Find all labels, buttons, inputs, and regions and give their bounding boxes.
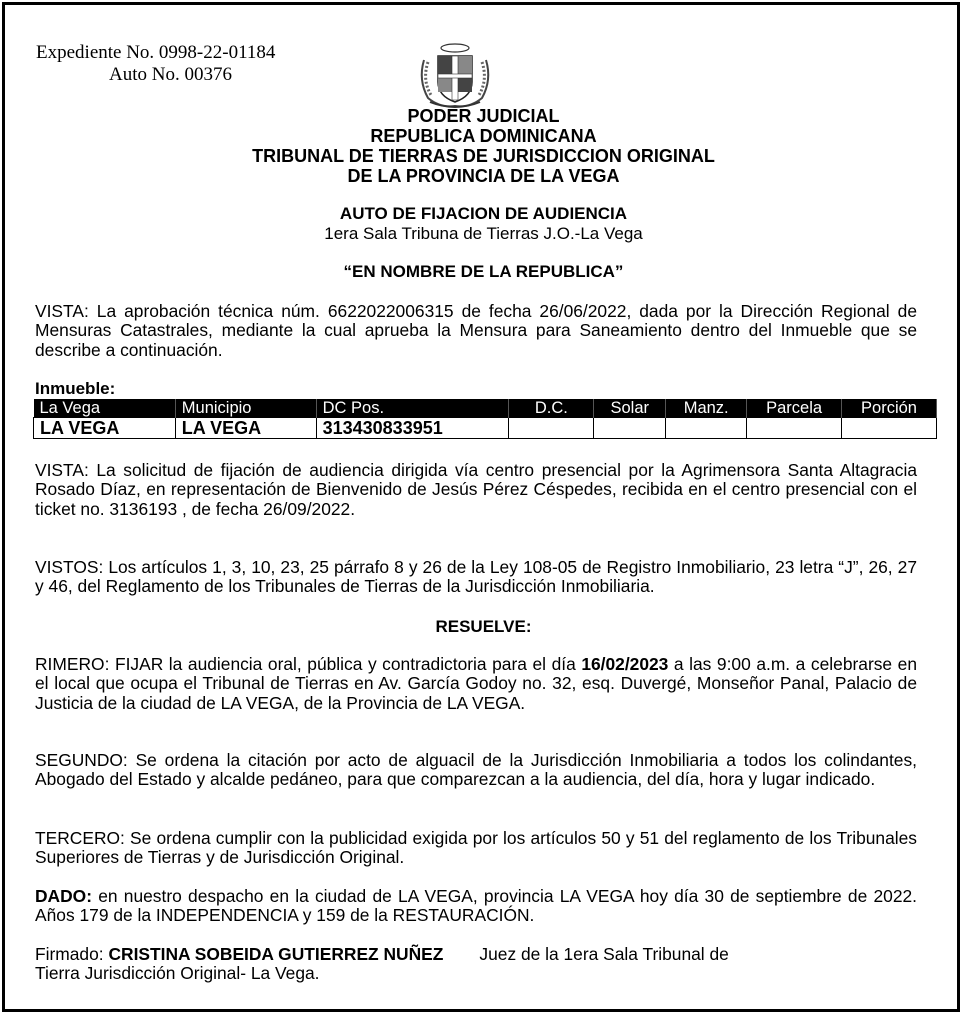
- segundo-paragraph: SEGUNDO: Se ordena la citación por acto de alguacil de la Jurisdicción Inmobiliaria a todos los colindantes, Abogado del Estado y alcalde pedáneo, para que comparezcan a la audiencia, del día, hora y lugar indicado.: [35, 750, 917, 790]
- auto-title: AUTO DE FIJACION DE AUDIENCIA: [339, 204, 628, 223]
- column-header: Parcela: [747, 399, 842, 418]
- primero-text-start: RIMERO: FIJAR la audiencia oral, pública y contradictoria para el día: [35, 654, 582, 674]
- table-cell: [509, 418, 594, 439]
- dado-paragraph: [35, 887, 917, 926]
- judge-role: Juez de la 1era Sala Tribunal de: [479, 944, 729, 964]
- expediente-number: Expediente No. 0998-22-01184: [36, 42, 276, 63]
- table-cell: LA VEGA: [175, 418, 316, 439]
- column-header: Manz.: [666, 399, 747, 418]
- dado-label: DADO:: [35, 886, 92, 906]
- table-cell: 313430833951: [316, 418, 509, 439]
- tercero-paragraph: TERCERO: Se ordena cumplir con la publicidad exigida por los artículos 50 y 51 del reglamento de los Tribunales Superiores de Tierras y de Jurisdicción Original.: [35, 828, 917, 868]
- vista-paragraph-2: VISTA: La solicitud de fijación de audiencia dirigida vía centro presencial por la Agrimensora Santa Altagracia Rosado Díaz, en representación de Bienvenido de Jesús Pérez Céspedes, recibida en el centro presencial con el ticket no. 3136193 , de fecha 26/09/2022.: [35, 460, 917, 519]
- judge-role-line-2: Tierra Jurisdicción Original- La Vega.: [35, 963, 320, 984]
- table-cell: [594, 418, 666, 439]
- column-header: Porción: [842, 399, 937, 418]
- court-line: PODER JUDICIAL: [407, 106, 560, 126]
- primero-paragraph: [35, 655, 917, 713]
- table-cell: [747, 418, 842, 439]
- dado-text: en nuestro despacho en la ciudad de LA VEGA, provincia LA VEGA hoy día 30 de septiembre de 2022. Años 179 de la INDEPENDENCIA y 159 de la RESTAURACIÓN.: [35, 886, 917, 926]
- resuelve-heading: RESUELVE:: [435, 617, 532, 636]
- court-line: REPUBLICA DOMINICANA: [370, 126, 597, 146]
- column-header: DC Pos.: [316, 399, 509, 418]
- primero-text-end: a las 9:00 a.m. a celebrarse en el local que ocupa el Tribunal de Tierras en Av. García Godoy no. 32, esq. Duvergé, Monseñor Panal, Palacio de Justicia de la ciudad de LA VEGA, de la Provincia de LA VEGA.: [35, 654, 918, 713]
- auto-subtitle: 1era Sala Tribuna de Tierras J.O.-La Vega: [324, 224, 643, 243]
- vista-paragraph-1: VISTA: La aprobación técnica núm. 6622022006315 de fecha 26/06/2022, dada por la Dirección Regional de Mensuras Catastrales, mediante la cual aprueba la Mensura para Saneamiento dentro del Inmueble que se describe a continuación.: [35, 301, 917, 360]
- auto-number: Auto No. 00376: [109, 64, 232, 85]
- case-numbers: [36, 42, 275, 86]
- signature-block: [35, 945, 917, 984]
- table-header-row: [34, 399, 937, 418]
- table-cell: [666, 418, 747, 439]
- coat-of-arms-icon: [414, 40, 496, 110]
- column-header: Solar: [594, 399, 666, 418]
- court-header: [0, 106, 967, 186]
- table-cell: [842, 418, 937, 439]
- property-table: [33, 399, 937, 439]
- hearing-date: 16/02/2023: [581, 654, 669, 674]
- court-line: DE LA PROVINCIA DE LA VEGA: [347, 166, 620, 186]
- inmueble-label: Inmueble:: [35, 379, 116, 398]
- court-line: TRIBUNAL DE TIERRAS DE JURISDICCION ORIGINAL: [252, 146, 715, 166]
- table-row: [34, 418, 937, 439]
- column-header: Municipio: [175, 399, 316, 418]
- vistos-paragraph: VISTOS: Los artículos 1, 3, 10, 23, 25 párrafo 8 y 26 de la Ley 108-05 de Registro Inmobiliario, 23 letra “J”, 26, 27 y 46, del Reglamento de los Tribunales de Tierras de la Jurisdicción Inmobiliaria.: [35, 557, 917, 597]
- en-nombre-heading: “EN NOMBRE DE LA REPUBLICA”: [343, 262, 624, 281]
- judge-name: CRISTINA SOBEIDA GUTIERREZ NUÑEZ: [108, 944, 444, 964]
- column-header: La Vega: [34, 399, 176, 418]
- firmado-label: Firmado:: [35, 944, 109, 964]
- column-header: D.C.: [509, 399, 594, 418]
- signature-line-1: [35, 945, 917, 964]
- table-cell: LA VEGA: [34, 418, 176, 439]
